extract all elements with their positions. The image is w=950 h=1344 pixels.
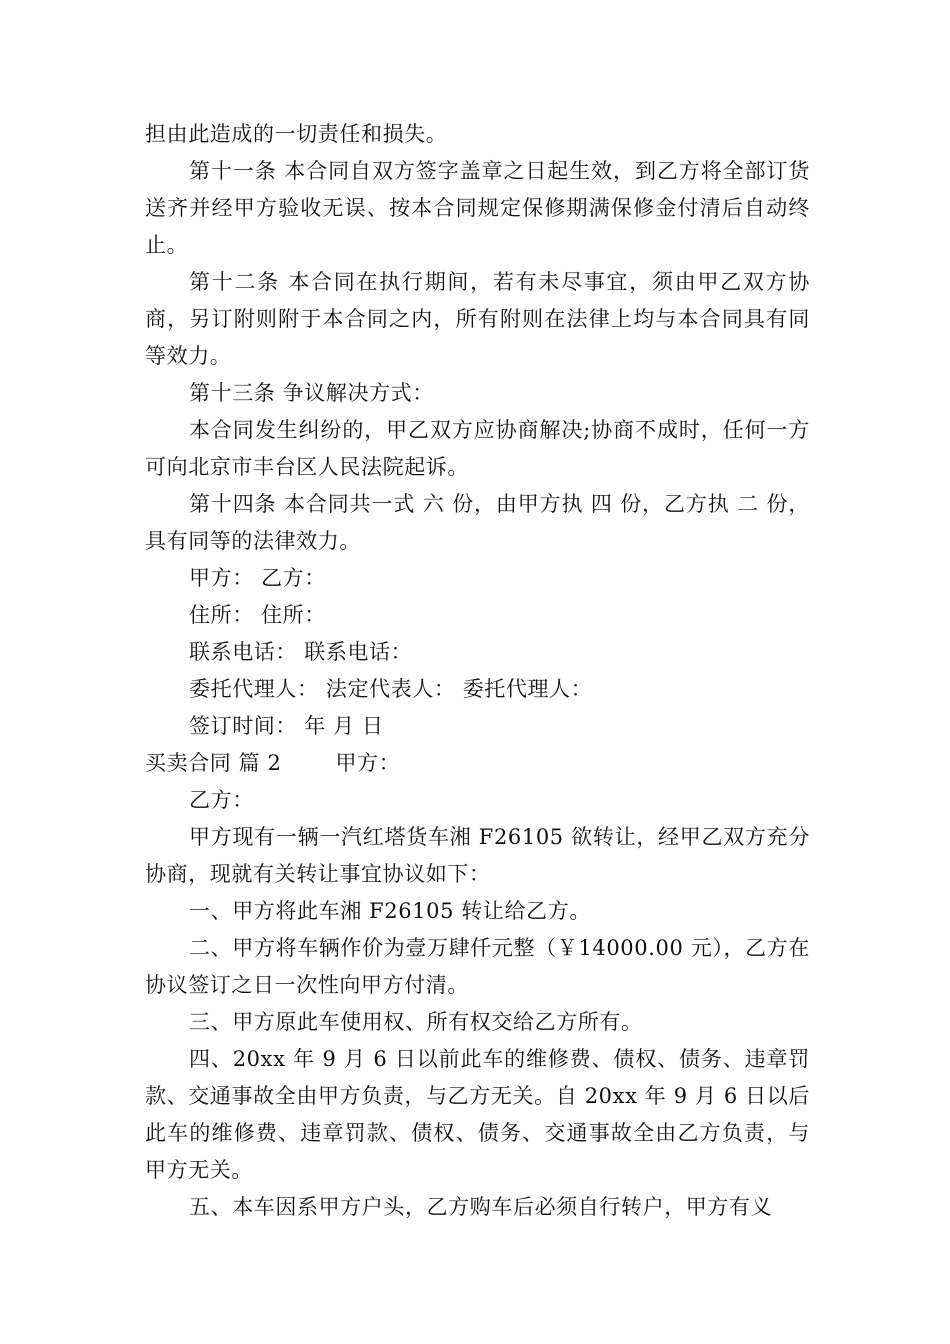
article-12: 第十二条 本合同在执行期间，若有未尽事宜，须由甲乙双方协商，另订附则附于本合同之内，所有附则在法律上均与本合同具有同等效力。: [145, 270, 810, 368]
section2-title: 买卖合同 篇 2: [145, 751, 282, 775]
section2-party-a: 甲方：: [335, 751, 401, 775]
section2-party-b: 乙方：: [189, 788, 254, 812]
signature-phone: 联系电话： 联系电话：: [189, 640, 413, 664]
dispute-resolution: 本合同发生纠纷的，甲乙双方应协商解决;协商不成时，任何一方可向北京市丰台区人民法院起诉。: [145, 418, 810, 479]
signature-address: 住所： 住所：: [189, 603, 326, 627]
document-body: [145, 116, 810, 1226]
paragraph-continuation: 担由此造成的一切责任和损失。: [145, 122, 448, 146]
article-11: 第十一条 本合同自双方签字盖章之日起生效，到乙方将全部订货送齐并经甲方验收无误、按本合同规定保修期满保修金付清后自动终止。: [145, 159, 810, 257]
clause-4: 四、20xx 年 9 月 6 日以前此车的维修费、债权、债务、违章罚款、交通事故全由甲方负责，与乙方无关。自 20xx 年 9 月 6 日以后此车的维修费、违章罚款、债权、债务、交通事故全由乙方负责，与甲方无关。: [145, 1047, 810, 1182]
signature-agents: 委托代理人： 法定代表人： 委托代理人：: [189, 677, 593, 701]
signature-date: 签订时间： 年 月 日: [189, 714, 384, 738]
clause-3: 三、甲方原此车使用权、所有权交给乙方所有。: [189, 1010, 643, 1034]
clause-1: 一、甲方将此车湘 F26105 转让给乙方。: [189, 899, 591, 923]
section2-heading: [145, 745, 810, 782]
signature-party: 甲方： 乙方：: [189, 566, 326, 590]
transfer-intro: 甲方现有一辆一汽红塔货车湘 F26105 欲转让，经甲乙双方充分协商，现就有关转让事宜协议如下：: [145, 825, 810, 886]
clause-5: 五、本车因系甲方户头，乙方购车后必须自行转户，甲方有义: [189, 1195, 773, 1219]
clause-2: 二、甲方将车辆作价为壹万肆仟元整（￥14000.00 元），乙方在协议签订之日一次性向甲方付清。: [145, 936, 810, 997]
article-14: 第十四条 本合同共一式 六 份，由甲方执 四 份，乙方执 二 份，具有同等的法律效力。: [145, 492, 810, 553]
article-13: 第十三条 争议解决方式：: [189, 381, 434, 405]
